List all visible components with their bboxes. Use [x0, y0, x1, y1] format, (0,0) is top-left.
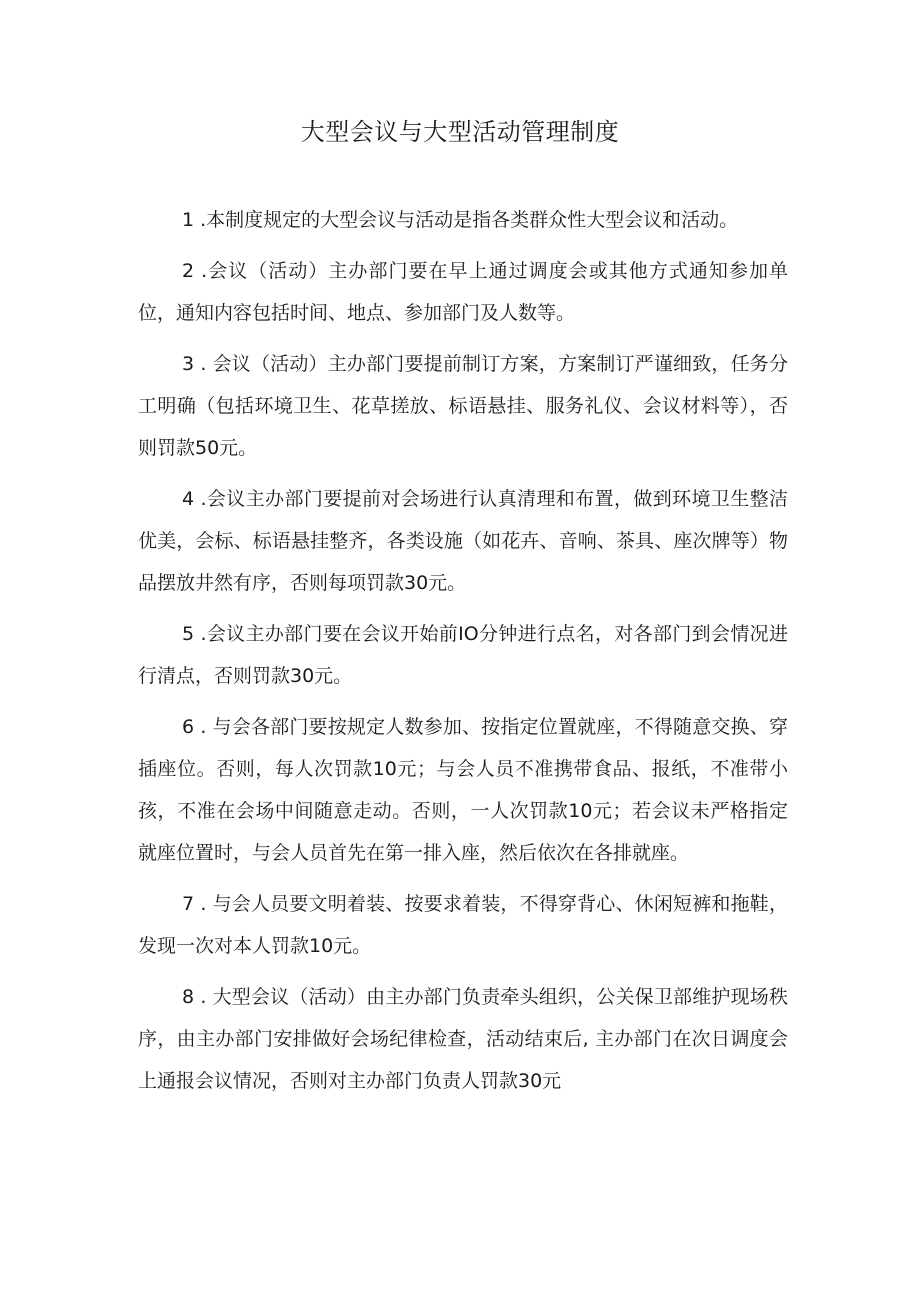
paragraph-5: 5 .会议主办部门要在会议开始前IO分钟进行点名，对各部门到会情况进行清点，否则罚款30元。	[138, 623, 788, 687]
paragraph-3: 3 . 会议（活动）主办部门要提前制订方案，方案制订严谨细致，任务分工明确（包括环境卫生、花草搓放、标语悬挂、服务礼仪、会议材料等），否则罚款50元。	[138, 353, 788, 459]
document-title: 大型会议与大型活动管理制度	[300, 118, 620, 146]
paragraph-1: 1 .本制度规定的大型会议与活动是指各类群众性大型会议和活动。	[182, 209, 739, 231]
document-body	[138, 199, 788, 1111]
paragraph-6: 6 . 与会各部门要按规定人数参加、按指定位置就座，不得随意交换、穿插座位。否则，每人次罚款10元；与会人员不准携带食品、报纸，不准带小孩，不准在会场中间随意走动。否则，一人次罚款10元；若会议未严格指定就座位置时，与会人员首先在第一排入座，然后依次在各排就座。	[138, 716, 788, 864]
paragraph-2: 2 .会议（活动）主办部门要在早上通过调度会或其他方式通知参加单位，通知内容包括时间、地点、参加部门及人数等。	[138, 260, 788, 324]
paragraph-8: 8 . 大型会议（活动）由主办部门负责牵头组织，公关保卫部维护现场秩序，由主办部门安排做好会场纪律检查，活动结束后, 主办部门在次日调度会上通报会议情况，否则对主办部门负责人罚款30元	[138, 986, 788, 1092]
paragraph-4: 4 .会议主办部门要提前对会场进行认真清理和布置，做到环境卫生整洁优美，会标、标语悬挂整齐，各类设施（如花卉、音响、茶具、座次牌等）物品摆放井然有序，否则每项罚款30元。	[138, 488, 788, 594]
paragraph-7: 7 . 与会人员要文明着装、按要求着装，不得穿背心、休闲短裤和拖鞋，发现一次对本人罚款10元。	[138, 893, 788, 957]
